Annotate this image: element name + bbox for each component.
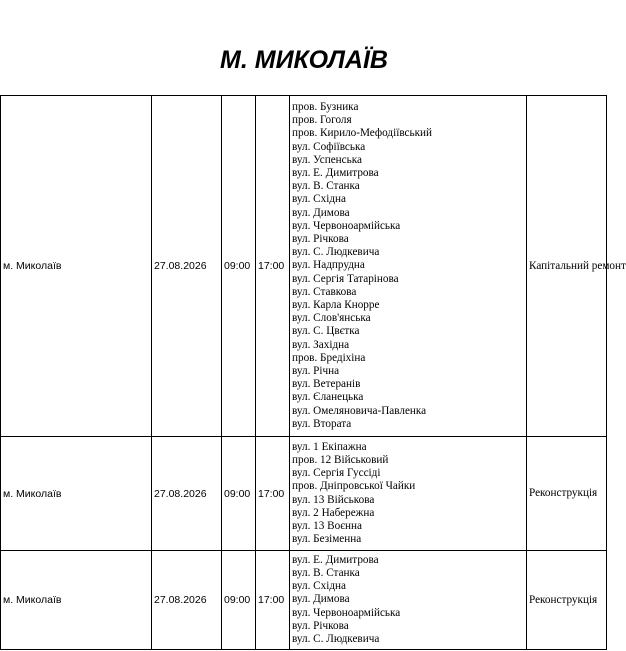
street-item: вул. С. Людкевича bbox=[292, 633, 380, 645]
street-item: вул. Єланецька bbox=[292, 391, 364, 404]
street-item: вул. Омеляновича-Павленка bbox=[292, 404, 427, 417]
start-time-cell: 09:00 bbox=[222, 437, 256, 551]
end-time-cell: 17:00 bbox=[256, 551, 290, 650]
street-item: вул. С. Людкевича bbox=[292, 246, 380, 259]
street-item: вул. Східна bbox=[292, 193, 346, 206]
street-item: вул. Сергія Татарінова bbox=[292, 272, 399, 285]
street-item: вул. Східна bbox=[292, 580, 346, 593]
street-item: вул. Слов'янська bbox=[292, 312, 371, 325]
street-item: вул. Безіменна bbox=[292, 533, 362, 546]
street-item: вул. 13 Воєнна bbox=[292, 519, 362, 532]
street-item: вул. Втората bbox=[292, 417, 352, 430]
street-item: вул. 2 Набережна bbox=[292, 506, 375, 519]
start-time-cell: 09:00 bbox=[222, 96, 256, 437]
street-item: вул. 1 Екіпажна bbox=[292, 440, 367, 453]
date-cell: 27.08.2026 bbox=[152, 551, 222, 650]
street-item: вул. Димова bbox=[292, 206, 350, 219]
end-time-cell: 17:00 bbox=[256, 437, 290, 551]
street-item: пров. Бузника bbox=[292, 100, 359, 113]
street-item: вул. 13 Військова bbox=[292, 493, 375, 506]
city-cell: м. Миколаїв bbox=[1, 551, 152, 650]
page-title: М. МИКОЛАЇВ bbox=[220, 46, 388, 74]
streets-cell bbox=[290, 437, 527, 551]
table-row bbox=[1, 437, 607, 551]
street-item: пров. Гоголя bbox=[292, 114, 352, 127]
work-type-cell: Капітальний ремонт bbox=[527, 96, 607, 437]
street-item: пров. 12 Військовий bbox=[292, 453, 389, 466]
street-item: вул. Карла Кнорре bbox=[292, 299, 380, 311]
street-item: вул. Е. Димитрова bbox=[292, 553, 379, 566]
streets-cell bbox=[290, 96, 527, 437]
street-item: вул. Димова bbox=[292, 593, 350, 606]
street-item: вул. В. Станка bbox=[292, 566, 360, 579]
street-item: вул. Річкова bbox=[292, 619, 349, 632]
date-cell: 27.08.2026 bbox=[152, 96, 222, 437]
work-type-cell: Реконструкція bbox=[527, 551, 607, 650]
street-item: вул. Ветеранів bbox=[292, 378, 361, 391]
street-item: вул. С. Цвєтка bbox=[292, 325, 360, 338]
street-item: вул. Червоноармійська bbox=[292, 606, 401, 619]
city-cell: м. Миколаїв bbox=[1, 437, 152, 551]
street-item: вул. Річна bbox=[292, 365, 340, 378]
table-row bbox=[1, 96, 607, 437]
street-item: пров. Кирило-Мефодіївський bbox=[292, 127, 433, 140]
street-item: вул. Червоноармійська bbox=[292, 219, 401, 232]
street-item: вул. Софіївська bbox=[292, 140, 366, 153]
start-time-cell: 09:00 bbox=[222, 551, 256, 650]
street-item: пров. Бредіхіна bbox=[292, 351, 366, 364]
outage-schedule-table bbox=[0, 95, 626, 650]
street-item: вул. Річкова bbox=[292, 232, 349, 245]
work-type-cell: Реконструкція bbox=[527, 437, 607, 551]
street-item: вул. Успенська bbox=[292, 153, 362, 166]
street-item: вул. Ставкова bbox=[292, 285, 357, 298]
city-cell: м. Миколаїв bbox=[1, 96, 152, 437]
street-item: вул. В. Станка bbox=[292, 180, 360, 193]
table-row bbox=[1, 551, 607, 650]
street-item: вул. Західна bbox=[292, 338, 350, 351]
street-item: вул. Надпрудна bbox=[292, 259, 365, 272]
street-item: вул. Сергія Гуссіді bbox=[292, 467, 381, 480]
streets-cell bbox=[290, 551, 527, 650]
end-time-cell: 17:00 bbox=[256, 96, 290, 437]
street-item: вул. Е. Димитрова bbox=[292, 166, 379, 179]
street-item: пров. Дніпровської Чайки bbox=[292, 480, 416, 493]
date-cell: 27.08.2026 bbox=[152, 437, 222, 551]
